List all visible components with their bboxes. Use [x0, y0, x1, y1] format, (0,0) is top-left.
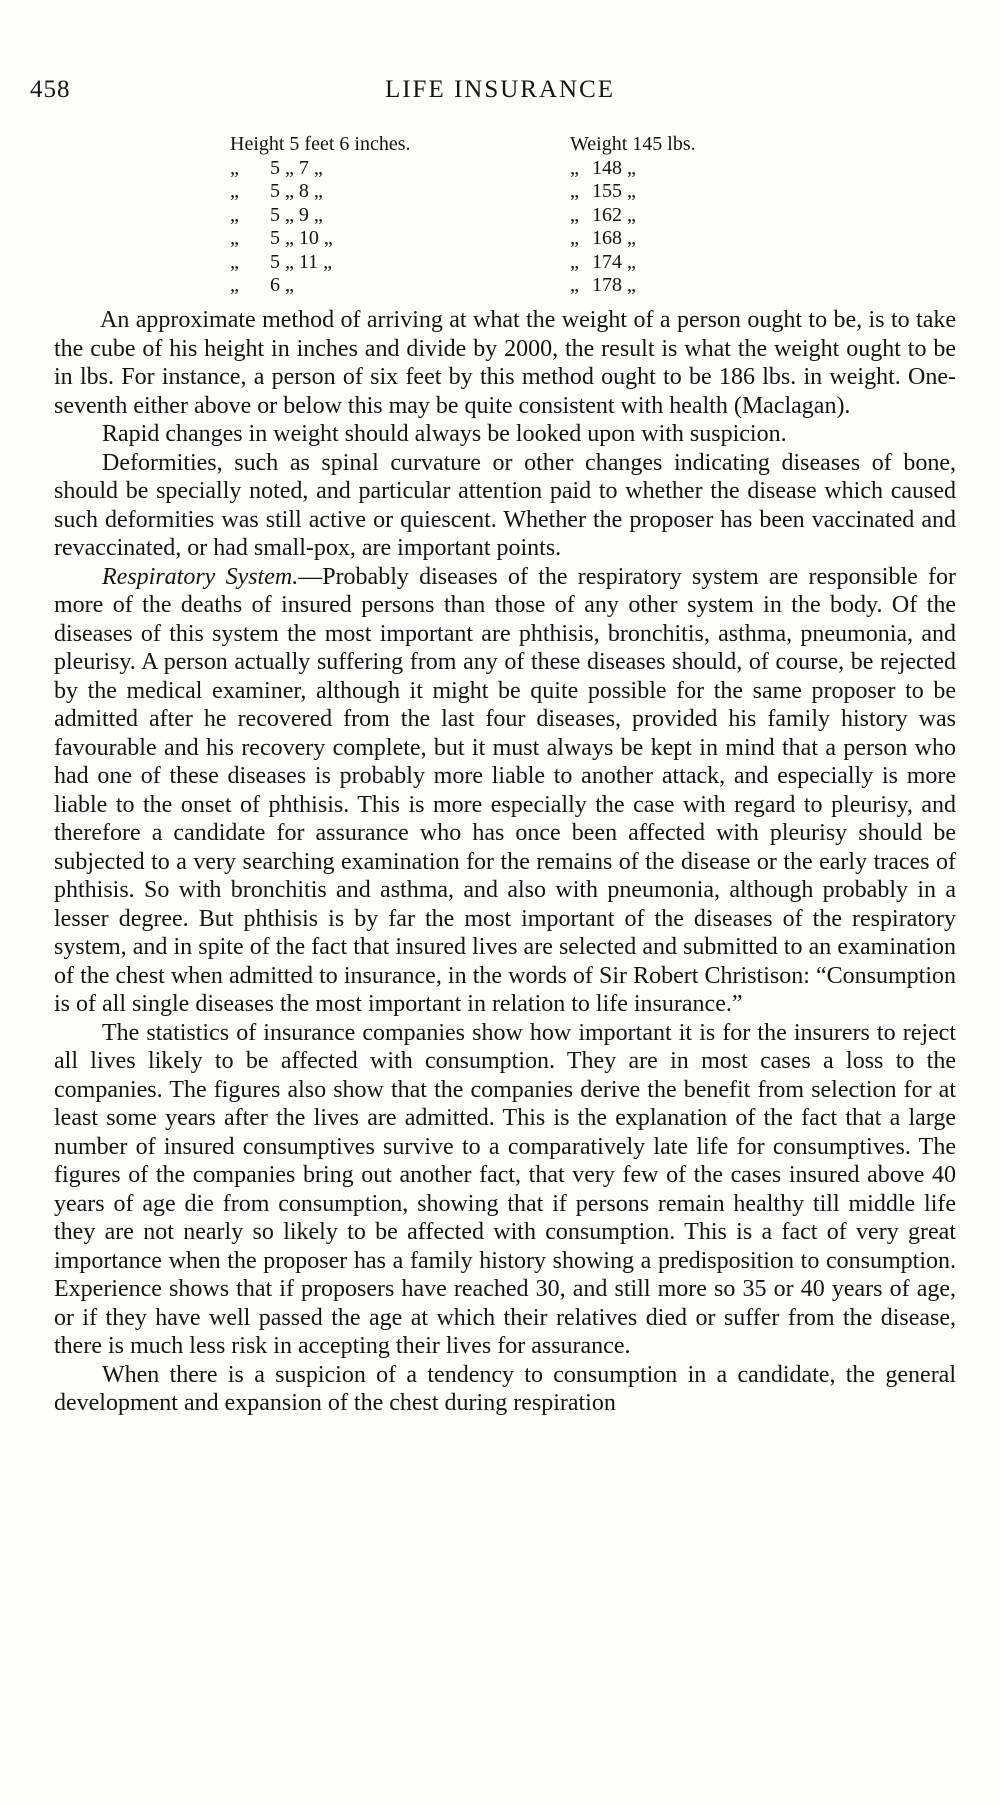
paragraph-deformities: Deformities, such as spinal curvature or other changes indicating diseases of bone, should be specially noted, and particular attention paid to whether the disease which caused such deformities was still active or quiescent. Whether the proposer has been vaccinated and revaccinated, or had small-pox, are important points.	[54, 449, 956, 561]
height-cell	[230, 227, 570, 251]
ditto-mark: „	[230, 156, 239, 179]
paragraph-statistics: The statistics of insurance companies show how important it is for the insurers to reject all lives likely to be affected with consumption. They are in most cases a loss to the companies. The figures also show that the companies derive the benefit from selection for at least some years after the lives are admitted. This is the explanation of the fact that a large number of insured consumptives survive to a comparatively late life for consumptives. The figures of the companies bring out another fact, that very few of the cases insured above 40 years of age die from consumption, showing that if persons remain healthy till middle life they are not nearly so likely to be affected with consumption. This is a fact of very great importance when the proposer has a family history showing a predisposition to consumption. Experience shows that if proposers have reached 30, and still more so 35 or 40 years of age, or if they have well passed the age at which their relatives died or suffer from the disease, there is much less risk in accepting their lives for assurance.	[54, 1019, 956, 1359]
ditto-mark: „	[230, 180, 239, 202]
ditto-mark: „	[230, 274, 239, 296]
weight-cell	[570, 204, 790, 228]
weight-value: 174 „	[592, 250, 636, 273]
weight-value: 162 „	[592, 203, 636, 226]
table-row	[230, 157, 790, 181]
height-cell: Height 5 feet 6 inches.	[230, 133, 411, 155]
table-row	[230, 133, 790, 157]
section-heading-respiratory: Respiratory System.	[102, 563, 299, 590]
table-row	[230, 204, 790, 228]
height-value: 5 „ 9 „	[270, 203, 323, 226]
height-cell	[230, 274, 570, 298]
paragraph-respiratory-text: —Probably diseases of the respiratory system are responsible for more of the deaths of insured persons than those of any other system in the body. Of the diseases of this system the most important are phthisis, bronchitis, asthma, pneumonia, and pleurisy. A person actually suffering from any of these diseases should, of course, be rejected by the medical examiner, although it might be quite possible for the same proposer to be admitted after he recovered from the last four diseases, provided his family history was favourable and his recovery complete, but it must always be kept in mind that a person who had one of these diseases is probably more liable to another attack, and especially is more liable to the onset of phthisis. This is more especially the case with regard to pleurisy, and therefore a candidate for assurance who has once been affected with pleurisy should be subjected to a very searching examination for the remains of the disease or the early traces of phthisis. So with bronchitis and asthma, and also with pneumonia, although probably in a lesser degree. But phthisis is by far the most important of the diseases of the respiratory system, and in spite of the fact that insured lives are selected and submitted to an examination of the chest when admitted to insurance, in the words of Sir Robert Christison: “Consumption is of all single diseases the most important in relation to life insurance.”	[54, 563, 956, 1017]
height-cell	[230, 157, 570, 181]
weight-value: 178 „	[592, 274, 636, 296]
paragraph-weight-method: An approximate method of arriving at what the weight of a person ought to be, is to take the cube of his height in inches and divide by 2000, the result is what the weight ought to be in lbs. For instance, a person of six feet by this method ought to be 186 lbs. in weight. One-seventh either above or below this may be quite consistent with health (Maclagan).	[54, 307, 956, 419]
weight-value: 168 „	[592, 227, 636, 249]
height-value: 5 „ 10 „	[270, 227, 333, 249]
paragraph-suspicion: When there is a suspicion of a tendency to consumption in a candidate, the general development and expansion of the chest during respiration	[54, 1361, 956, 1416]
ditto-mark: „	[230, 250, 239, 273]
height-value: 5 „ 7 „	[270, 156, 323, 179]
ditto-mark: „	[570, 180, 579, 202]
ditto-mark: „	[230, 203, 239, 226]
ditto-mark: „	[570, 274, 579, 296]
height-weight-rows	[230, 133, 790, 298]
page-number: 458	[30, 76, 71, 103]
ditto-mark: „	[570, 203, 579, 226]
ditto-mark: „	[230, 227, 239, 249]
height-value: 5 „ 8 „	[270, 180, 323, 202]
table-row	[230, 274, 790, 298]
height-cell	[230, 204, 570, 228]
height-value: 5 „ 11 „	[270, 250, 333, 273]
weight-cell	[570, 157, 790, 181]
paragraph-weight-changes: Rapid changes in weight should always be looked upon with suspicion.	[102, 421, 787, 447]
weight-cell	[570, 274, 790, 298]
ditto-mark: „	[570, 250, 579, 273]
weight-cell	[570, 180, 790, 204]
height-value: 6 „	[270, 274, 294, 296]
weight-value: 155 „	[592, 180, 636, 202]
weight-value: 148 „	[592, 156, 636, 179]
table-row	[230, 180, 790, 204]
weight-cell: Weight 145 lbs.	[570, 133, 696, 155]
body-text	[54, 306, 956, 1418]
table-row	[230, 251, 790, 275]
height-cell	[230, 180, 570, 204]
paragraph-respiratory-system	[54, 563, 956, 1019]
running-title: LIFE INSURANCE	[384, 76, 616, 103]
weight-cell	[570, 251, 790, 275]
table-row	[230, 227, 790, 251]
height-weight-table	[230, 133, 790, 298]
ditto-mark: „	[570, 227, 579, 249]
height-cell	[230, 251, 570, 275]
weight-cell	[570, 227, 790, 251]
ditto-mark: „	[570, 156, 579, 179]
